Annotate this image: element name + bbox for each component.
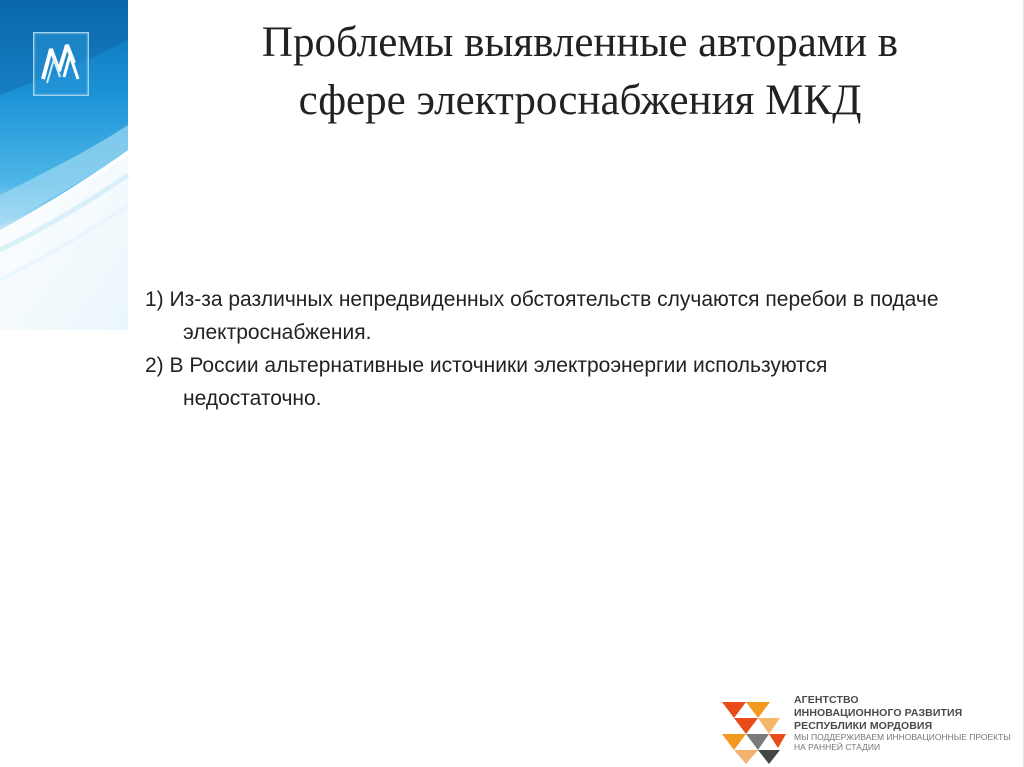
agency-tagline-line-1: МЫ ПОДДЕРЖИВАЕМ ИННОВАЦИОННЫЕ ПРОЕКТЫ xyxy=(794,732,1011,742)
slide-title-line-1: Проблемы выявленные авторами в xyxy=(261,19,899,66)
list-item: 2) В России альтернативные источники электроэнергии используются недостаточно. xyxy=(145,354,828,410)
agency-name-line-2: ИННОВАЦИОННОГО РАЗВИТИЯ xyxy=(794,707,963,719)
agency-name-line-3: РЕСПУБЛИКИ МОРДОВИЯ xyxy=(794,720,933,732)
list-item: 1) Из-за различных непредвиденных обстоятельств случаются перебои в подаче электроснабжения. xyxy=(145,288,939,344)
slide-title-line-2: сфере электроснабжения МКД xyxy=(298,77,862,124)
slide-title xyxy=(170,14,990,130)
agency-logo xyxy=(722,694,1022,764)
agency-name-line-1: АГЕНТСТВО xyxy=(794,694,859,706)
agency-emblem-icon xyxy=(722,694,788,764)
stylized-m-logo-icon xyxy=(33,32,89,96)
problem-list xyxy=(145,283,965,415)
agency-tagline-line-2: НА РАННЕЙ СТАДИИ xyxy=(794,741,881,752)
